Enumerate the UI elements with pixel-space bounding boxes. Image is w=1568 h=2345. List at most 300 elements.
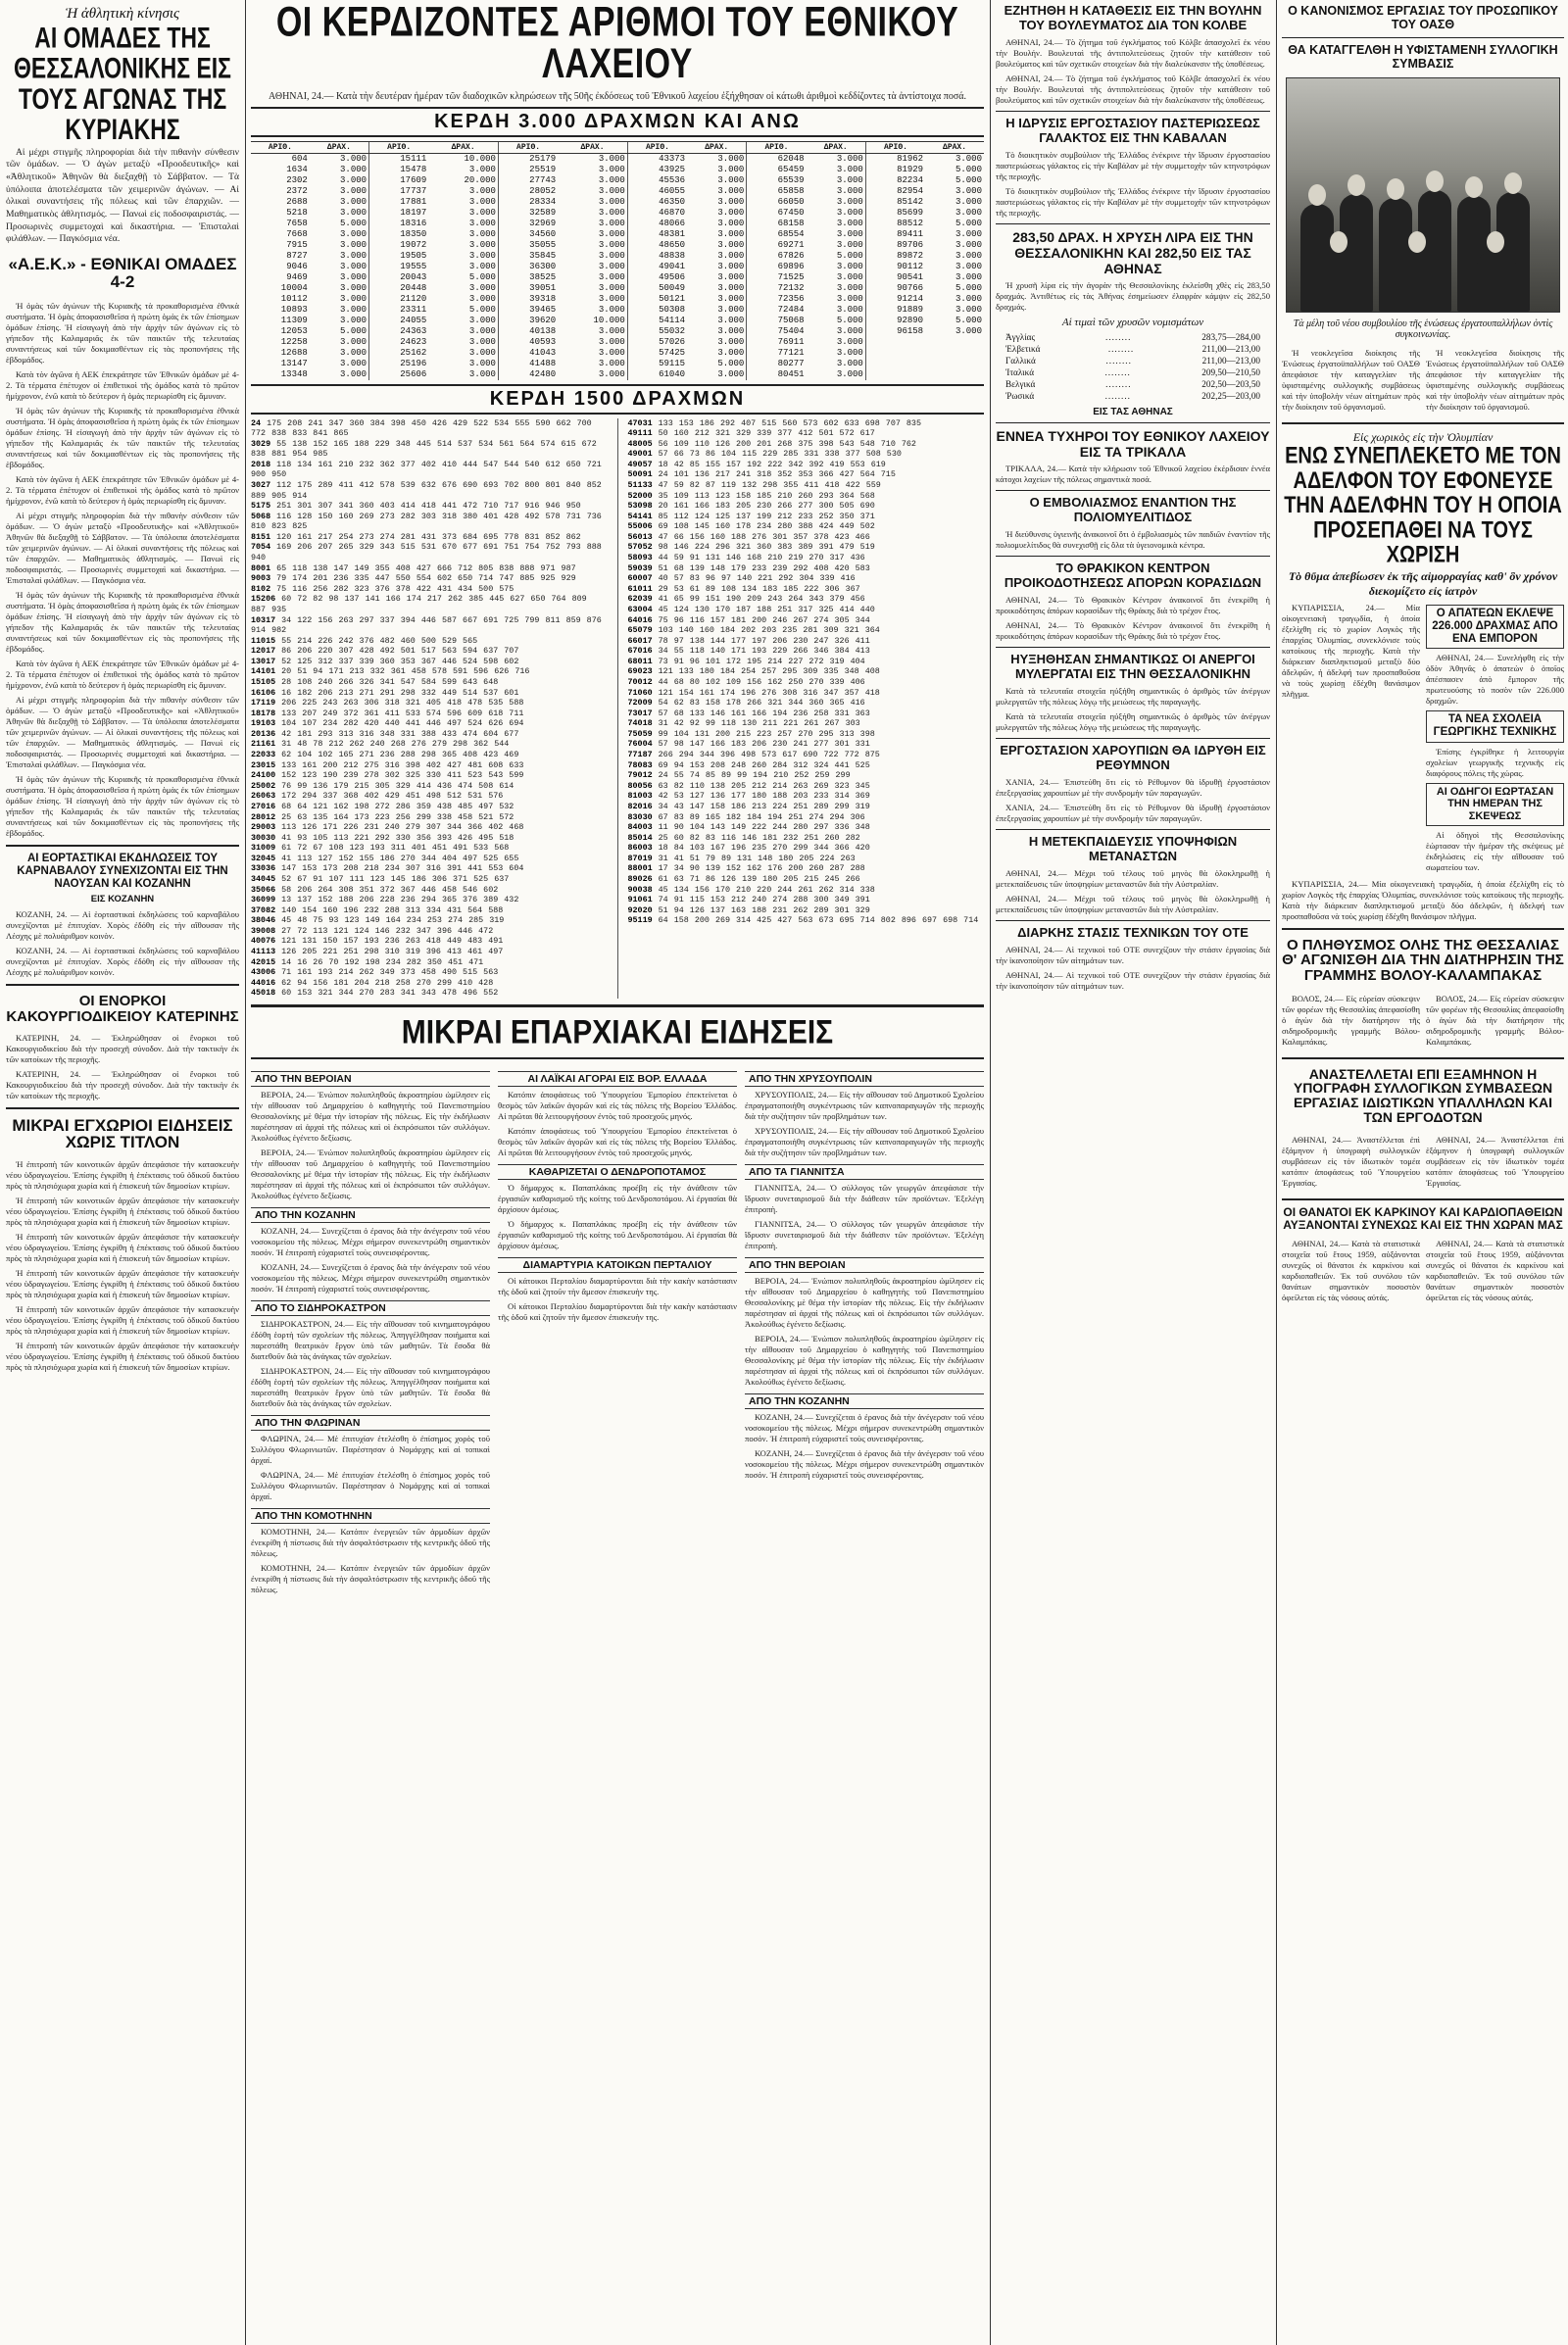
number-line: 40076 121 131 150 157 193 236 263 418 449 483 491	[251, 936, 504, 947]
sports-headline: ΑΙ ΟΜΑΔΕΣ ΤΗΣ ΘΕΣΣΑΛΟΝΙΚΗΣ ΕΙΣ ΤΟΥΣ ΑΓΩΝΑΣ ΤΗΣ ΚΥΡΙΑΚΗΣ	[13, 21, 231, 147]
number-line: 85014 25 60 82 83 116 146 181 232 251 260 282	[627, 832, 860, 843]
milk-factory-headline: Η ΙΔΡΥΣΙΣ ΕΡΓΟΣΤΑΣΙΟΥ ΠΑΣΤΕΡΙΩΣΕΩΣ ΓΑΛΑΚΤΟΣ ΕΙΣ ΤΗΝ ΚΑΒΑΛΑΝ	[1005, 115, 1260, 145]
table-cell: 3.000	[340, 175, 368, 186]
aek-text-7: Κατὰ τὸν ἀγῶνα ἡ ΑΕΚ ἐπεκράτησε τῶν Ἐθνικῶν ὁμάδων μὲ 4-2. Τὰ τέρματα ἐπέτυχον οἱ ἐπιθετικοὶ τῆς ὁμάδος κατὰ τὸ πρῶτον ἡμίχρονον, ἐνῶ κατὰ τὸ δεύτερον ἡ ὁμὰς περιωρίσθη εἰς ἄμυναν.	[6, 658, 239, 690]
table-cell: 3.000	[598, 293, 625, 304]
table-cell: 11309	[280, 315, 308, 325]
table-cell: 9046	[286, 261, 308, 271]
thessaly-headline: Ο ΠΛΗΘΥΣΜΟΣ ΟΛΗΣ ΤΗΣ ΘΕΣΣΑΛΙΑΣ Θ' ΑΓΩΝΙΣΘΗ ΔΙΑ ΤΗΝ ΔΙΑΤΗΡΗΣΙΝ ΤΗΣ ΓΡΑΜΜΗΣ ΒΟΛΟΥ-ΚΑΛΑΜΠΑΚΑΣ	[1282, 936, 1564, 985]
section-text: ΚΟΜΟΤΗΝΗ, 24.— Κατόπιν ἐνεργειῶν τῶν ἁρμοδίων ἀρχῶν ἐνεκρίθη ἡ πίστωσις διὰ τὴν ἀσφαλτόστρωσιν τῆς κεντρικῆς ὁδοῦ τῆς πόλεως.	[251, 1527, 490, 1559]
table-cell: 57425	[627, 348, 687, 359]
number-line: 5175 251 301 307 341 360 403 414 418 441 472 710 717 916 946 950	[251, 501, 581, 512]
aek-text-9: Ἡ ὁμὰς τῶν ἀγώνων τῆς Κυριακῆς τὰ προκαθορισμένα ἐθνικὰ συστήματα. Ἡ ὁμὰς ἀποφασισθεῖσα ἡ πρώτη ὁμὰς ἐκ τῶν ἐπίσημων ὁμάδων ἐπίσης. Ἡ εἰσαγωγὴ ἀπὸ τὴν ἀρχὴν τῶν ἀγώνων εἰς τὸ γήπεδον τῆς Καλαμαριᾶς ἐκ τῶν παικτῶν τῆς τελευταίας συναντήσεως καὶ τῶν δοκιμασθέντων εἰς τὰς προπονήσεις τῆς ἑβδομάδος.	[6, 773, 239, 838]
table-cell: 57026	[627, 337, 687, 348]
jurors-headline: ΟΙ ΕΝΟΡΚΟΙ ΚΑΚΟΥΡΓΙΟΔΙΚΕΙΟΥ ΚΑΤΕΡΙΝΗΣ	[6, 993, 239, 1025]
table-cell: 3.000	[955, 239, 982, 250]
table-cell: 15478	[369, 165, 429, 175]
polio-headline: Ο ΕΜΒΟΛΙΑΣΜΟΣ ΕΝΑΝΤΙΟΝ ΤΗΣ ΠΟΛΙΟΜΥΕΛΙΤΙΔΟΣ	[1029, 495, 1237, 525]
aek-text-3: Ἡ ὁμὰς τῶν ἀγώνων τῆς Κυριακῆς τὰ προκαθορισμένα ἐθνικὰ συστήματα. Ἡ ὁμὰς ἀποφασισθεῖσα ἡ πρώτη ὁμὰς ἐκ τῶν ἐπίσημων ὁμάδων ἐπίσης. Ἡ εἰσαγωγὴ ἀπὸ τὴν ἀρχὴν τῶν ἀγώνων εἰς τὸ γήπεδον τῆς Καλαμαριᾶς ἐκ τῶν παικτῶν τῆς τελευταίας συναντήσεως καὶ τῶν δοκιμασθέντων εἰς τὰς προπονήσεις τῆς ἑβδομάδος.	[6, 405, 239, 469]
table-cell: 19505	[369, 251, 429, 262]
coin-name: Γαλλικά	[1005, 355, 1036, 366]
table-cell: 3.000	[717, 154, 745, 165]
table-cell: 3.000	[468, 165, 496, 175]
column-labour	[1282, 0, 1564, 2345]
local-news-headline: ΜΙΚΡΑΙ ΕΓΧΩΡΙΟΙ ΕΙΔΗΣΕΙΣ ΧΩΡΙΣ ΤΙΤΛΟΝ	[12, 1115, 233, 1152]
table-cell: 3.000	[340, 186, 368, 197]
table-cell: 3.000	[836, 368, 863, 379]
table-cell: 20043	[369, 272, 429, 283]
table-cell: 17737	[369, 186, 429, 197]
section-text: ΒΕΡΟΙΑ, 24.— Ἐνώπιον πολυπληθοῦς ἀκροατηρίου ὡμίλησεν εἰς τὴν αἴθουσαν τοῦ Δημαρχείου ὁ καθηγητὴς τοῦ Πανεπιστημίου Θεσσαλονίκης μὲ θέμα τὴν ἱστορίαν τῆς πόλεως. Εἰς τὴν ἐκδήλωσιν παρέστησαν αἱ ἀρχαὶ τῆς πόλεως καὶ οἱ ἐκπρόσωποι τῶν συλλόγων. Ἀκολούθως ἐγένετο δεξίωσις.	[745, 1334, 984, 1388]
table-row	[251, 197, 984, 208]
coin-name: Ἀγγλίας	[1005, 332, 1036, 343]
table-cell: 3.000	[340, 228, 368, 239]
table-cell: 85142	[865, 197, 925, 208]
table-cell: 82234	[865, 175, 925, 186]
contracts-text: ΑΘΗΝΑΙ, 24.— Ἀναστέλλεται ἐπὶ ἑξάμηνον ἡ ὑπογραφὴ συλλογικῶν συμβάσεων εἰς τὸν ἰδιωτικὸν τομέα κατόπιν ἀποφάσεως τοῦ Ὑπουργείου Ἐργασίας.	[1282, 1134, 1420, 1188]
number-line: 39008 27 72 113 121 124 146 232 347 396 446 472	[251, 925, 494, 936]
box-protest-text-2: Οἱ κάτοικοι Περταλίου διαμαρτύρονται διὰ τὴν κακὴν κατάστασιν τῆς ὁδοῦ καὶ ζητοῦν τὴν ἄμεσον ἐπισκευὴν της.	[498, 1301, 737, 1323]
table-header: ΔΡΑΧ.	[807, 142, 866, 154]
table-cell: 3.000	[955, 208, 982, 219]
number-line: 79012 24 55 74 85 89 99 194 210 252 259 299	[627, 770, 851, 781]
number-line: 18178 133 207 249 372 361 411 533 574 596 609 618 711	[251, 708, 524, 718]
local-news-text-4: Ἡ ἐπιτροπὴ τῶν κοινοτικῶν ἀρχῶν ἀπεφάσισε τὴν κατασκευὴν νέου ὑδραγωγείου. Ἐπίσης ἐγκρίθη ἡ ἐπέκτασις τοῦ ὁδικοῦ δικτύου πρὸς τὰ πλησιόχωρα χωρία καὶ ἡ ἐπισκευὴ τῶν δημοσίων κτιρίων.	[6, 1268, 239, 1300]
local-news-text-3: Ἡ ἐπιτροπὴ τῶν κοινοτικῶν ἀρχῶν ἀπεφάσισε τὴν κατασκευὴν νέου ὑδραγωγείου. Ἐπίσης ἐγκρίθη ἡ ἐπέκτασις τοῦ ὁδικοῦ δικτύου πρὸς τὰ πλησιόχωρα χωρία καὶ ἡ ἐπισκευὴ τῶν δημοσίων κτιρίων.	[6, 1232, 239, 1264]
table-cell: 77121	[747, 348, 807, 359]
number-line: 64016 75 96 116 157 181 200 246 267 274 305 344	[627, 614, 870, 625]
box-protest-text: Οἱ κάτοικοι Περταλίου διαμαρτύρονται διὰ τὴν κακὴν κατάστασιν τῆς ὁδοῦ καὶ ζητοῦν τὴν ἄμεσον ἐπισκευὴν της.	[498, 1276, 737, 1297]
table-cell: 12258	[280, 336, 308, 347]
number-line: 9003 79 174 201 236 335 447 550 554 602 650 714 747 885 925 929	[251, 573, 576, 584]
number-line: 82016 34 43 147 158 186 213 224 251 289 299 319	[627, 801, 870, 811]
number-line: 15206 60 72 82 98 137 141 166 174 217 262 385 445 627 650 764 809 887 935	[251, 594, 587, 614]
number-line: 56013 47 66 156 160 188 276 301 357 378 423 466	[627, 531, 870, 542]
table-cell: 3.000	[955, 271, 982, 282]
table-cell: 62048	[747, 154, 807, 165]
table-cell: 61040	[627, 369, 687, 380]
section-text: ΚΟΖΑΝΗ, 24.— Συνεχίζεται ὁ ἐρανος διὰ τὴν ἀνέγερσιν τοῦ νέου νοσοκομείου τῆς πόλεως. Μέχρι σήμερον συνεκεντρώθη σημαντικὸν ποσόν. Ἡ ἐπιτροπὴ εὐχαριστεῖ τοὺς συνεισφέροντας.	[251, 1262, 490, 1295]
section-text: ΣΙΔΗΡΟΚΑΣΤΡΟΝ, 24.— Εἰς τὴν αἴθουσαν τοῦ κινηματογράφου ἐδόθη ἑορτὴ τῶν σχολείων τῆς πόλεως. Ἀπηγγέλθησαν ποιήματα καὶ παρεστάθη θεατρικὸν ἔργον ὑπὸ τῶν μαθητῶν. Τὰ ἔσοδα θὰ διατεθοῦν διὰ τὰς ἀνάγκας τῶν σχολείων.	[251, 1366, 490, 1409]
thrace-center-text: ΑΘΗΝΑΙ, 24.— Τὸ Θρακικὸν Κέντρον ἀνακοινοῖ ὅτι ἐνεκρίθη ἡ προικοδότησις ἀπόρων κορασίδων τῆς Θράκης διὰ τὸ τρέχον ἔτος.	[996, 595, 1270, 616]
section-title: ΑΠΟ ΤΗΝ ΒΕΡΟΙΑΝ	[745, 1257, 984, 1273]
table-header: ΔΡΑΧ.	[925, 142, 984, 154]
table-row	[251, 348, 984, 359]
table-cell: 3.000	[598, 197, 625, 208]
table-cell	[865, 359, 925, 369]
cancer-headline: ΟΙ ΘΑΝΑΤΟΙ ΕΚ ΚΑΡΚΙΝΟΥ ΚΑΙ ΚΑΡΔΙΟΠΑΘΕΙΩΝ ΑΥΞΑΝΟΝΤΑΙ ΣΥΝΕΧΩΣ ΚΑΙ ΕΙΣ ΤΗΝ ΧΩΡΑΝ ΜΑΣ	[1283, 1204, 1563, 1233]
table-cell: 3.000	[836, 165, 863, 175]
number-line: 54141 85 112 124 125 137 199 212 233 252 350 371	[627, 511, 875, 521]
table-cell: 69896	[747, 262, 807, 272]
table-header: ΑΡΙΘ.	[251, 142, 310, 154]
table-cell: 3.000	[598, 336, 625, 347]
table-cell: 85699	[865, 208, 925, 219]
table-header: ΔΡΑΧ.	[558, 142, 627, 154]
coin-price: 211,00—213,00	[1201, 343, 1260, 354]
number-line: 77187 266 294 344 396 498 573 617 690 722 772 875	[627, 750, 880, 760]
number-line: 2018 118 134 161 210 232 362 377 402 410 444 547 544 540 612 650 721 900 950	[251, 459, 602, 480]
table-cell: 3.000	[836, 261, 863, 271]
contracts-headline: ΑΝΑΣΤΕΛΛΕΤΑΙ ΕΠΙ ΕΞΑΜΗΝΟΝ Η ΥΠΟΓΡΑΦΗ ΣΥΛΛΟΓΙΚΩΝ ΣΥΜΒΑΣΕΩΝ ΕΡΓΑΣΙΑΣ ΙΔΙΩΤΙΚΩΝ ΥΠΑΛΛΗΛΩΝ ΚΑΙ ΤΩΝ ΕΡΓΟΔΟΤΩΝ	[1293, 1065, 1553, 1125]
table-cell: 3.000	[340, 271, 368, 282]
section-text: ΒΕΡΟΙΑ, 24.— Ἐνώπιον πολυπληθοῦς ἀκροατηρίου ὡμίλησεν εἰς τὴν αἴθουσαν τοῦ Δημαρχείου ὁ καθηγητὴς τοῦ Πανεπιστημίου Θεσσαλονίκης μὲ θέμα τὴν ἱστορίαν τῆς πόλεως. Εἰς τὴν ἐκδήλωσιν παρέστησαν αἱ ἀρχαὶ τῆς πόλεως καὶ οἱ ἐκπρόσωποι τῶν συλλόγων. Ἀκολούθως ἐγένετο δεξίωσις.	[251, 1148, 490, 1201]
local-news-text-6: Ἡ ἐπιτροπὴ τῶν κοινοτικῶν ἀρχῶν ἀπεφάσισε τὴν κατασκευὴν νέου ὑδραγωγείου. Ἐπίσης ἐγκρίθη ἡ ἐπέκτασις τοῦ ὁδικοῦ δικτύου πρὸς τὰ πλησιόχωρα χωρία καὶ ἡ ἐπισκευὴ τῶν δημοσίων κτιρίων.	[6, 1341, 239, 1373]
leader-dots: ........	[1105, 378, 1132, 389]
thessaly-text: ΒΟΛΟΣ, 24.— Εἰς εὐρείαν σύσκεψιν τῶν φορέων τῆς Θεσσαλίας ἀπεφασίσθη ὁ ἀγὼν διὰ τὴν διατήρησιν τῆς σιδηροδρομικῆς γραμμῆς Βόλου-Καλαμπάκας.	[1282, 993, 1420, 1047]
table-cell	[925, 337, 984, 348]
local-news-text-5: Ἡ ἐπιτροπὴ τῶν κοινοτικῶν ἀρχῶν ἀπεφάσισε τὴν κατασκευὴν νέου ὑδραγωγείου. Ἐπίσης ἐγκρίθη ἡ ἐπέκτασις τοῦ ὁδικοῦ δικτύου πρὸς τὰ πλησιόχωρα χωρία καὶ ἡ ἐπισκευὴ τῶν δημοσίων κτιρίων.	[6, 1304, 239, 1337]
fratricide-subtitle: Τὸ θῦμα ἀπεβίωσεν ἐκ τῆς αἱμορραγίας καθ' ὃν χρόνον διεκομίζετο εἰς ἰατρὸν	[1288, 568, 1558, 598]
table-cell: 80451	[747, 369, 807, 380]
table-cell: 3.000	[598, 250, 625, 261]
price-row	[1005, 332, 1260, 344]
oasth-text: Ἡ νεοκλεγεῖσα διοίκησις τῆς Ἑνώσεως ἐργατοϋπαλλήλων τοῦ ΟΑΣΘ ἀπεφάσισε τὴν καταγγελίαν τῆς ὑφισταμένης συλλογικῆς συμβάσεως καὶ τὴν ὑποβολὴν νέων αἰτημάτων πρὸς τὴν διοίκησιν τοῦ ὀργανισμοῦ.	[1282, 347, 1420, 412]
number-line: 44016 62 94 156 181 204 218 258 270 299 410 428	[251, 977, 494, 988]
table-cell	[865, 369, 925, 380]
table-row	[251, 326, 984, 337]
table-cell: 43373	[627, 154, 687, 165]
table-cell: 68554	[747, 229, 807, 240]
number-line: 10317 34 122 156 263 297 337 394 446 587 667 691 725 799 811 859 876 914 982	[251, 614, 602, 636]
table-cell: 20.000	[464, 175, 496, 186]
number-line: 78083 69 94 153 208 248 260 284 312 324 441 525	[627, 759, 870, 770]
table-row	[251, 272, 984, 283]
section-text: ΚΟΖΑΝΗ, 24.— Συνεχίζεται ὁ ἐρανος διὰ τὴν ἀνέγερσιν τοῦ νέου νοσοκομείου τῆς πόλεως. Μέχρι σήμερον συνεκεντρώθη σημαντικὸν ποσόν. Ἡ ἐπιτροπὴ εὐχαριστεῖ τοὺς συνεισφέροντας.	[745, 1412, 984, 1444]
number-line: 55006 69 108 145 160 178 234 280 388 424 449 502	[627, 521, 875, 532]
aek-text-8: Αἱ μέχρι στιγμῆς πληροφορίαι διὰ τὴν πιθανὴν σύνθεσιν τῶν ὁμάδων. — Ὁ ἀγὼν μεταξὺ «Προοδευτικῆς» καὶ «Ἀθλητικοῦ» Ἀθηνῶν θὰ διεξαχθῇ τὸ Σάββατον. — Τὰ ὑπόλοιπα ἀποτελέσματα τῶν χειμερινῶν ἀγώνων. — Αἱ ὁλικαὶ συναντήσεις τῆς πόλεως καὶ τῶν ἐπαρχιῶν. — Μαθηματικὸς ἀθλητισμός. — Πανωὶ εἰς ποδοσφαιριστάς. — Προσωρινὲς συμμετοχαὶ καὶ δικαστήρια. — Ἐπισταλαὶ φιλάθλων. — Παγκόσμια νέα.	[6, 694, 239, 769]
table-cell: 3.000	[598, 271, 625, 282]
table-cell: 1634	[286, 165, 308, 175]
table-cell: 5.000	[955, 219, 982, 228]
section-text: ΦΛΩΡΙΝΑ, 24.— Μὲ ἐπιτυχίαν ἐτελέσθη ὁ ἐπίσημος χορὸς τοῦ Συλλόγου Φλωρινιωτῶν. Παρέστησαν ὁ Νομάρχης καὶ αἱ τοπικαὶ ἀρχαί.	[251, 1470, 490, 1502]
local-news-text-2: Ἡ ἐπιτροπὴ τῶν κοινοτικῶν ἀρχῶν ἀπεφάσισε τὴν κατασκευὴν νέου ὑδραγωγείου. Ἐπίσης ἐγκρίθη ἡ ἐπέκτασις τοῦ ὁδικοῦ δικτύου πρὸς τὰ πλησιόχωρα χωρία καὶ ἡ ἐπισκευὴ τῶν δημοσίων κτιρίων.	[6, 1196, 239, 1228]
coin-price: 202,25—203,00	[1201, 390, 1260, 401]
oasth-subheadline: ΘΑ ΚΑΤΑΓΓΕΛΘΗ Η ΥΦΙΣΤΑΜΕΝΗ ΣΥΛΛΟΓΙΚΗ ΣΥΜΒΑΣΙΣ	[1288, 42, 1558, 72]
trikala-text: ΤΡΙΚΑΛΑ, 24.— Κατὰ τὴν κλήρωσιν τοῦ Ἐθνικοῦ λαχείου ἐκέρδισαν ἐννέα κάτοχοι λαχείων τῆς πόλεως σημαντικὰ ποσά.	[996, 464, 1270, 485]
aek-text-4: Κατὰ τὸν ἀγῶνα ἡ ΑΕΚ ἐπεκράτησε τῶν Ἐθνικῶν ὁμάδων μὲ 4-2. Τὰ τέρματα ἐπέτυχον οἱ ἐπιθετικοὶ τῆς ὁμάδος κατὰ τὸ πρῶτον ἡμίχρονον, ἐνῶ κατὰ τὸ δεύτερον ἡ ὁμὰς περιωρίσθη εἰς ἄμυναν.	[6, 473, 239, 506]
kolbe-headline: ΕΖΗΤΗΘΗ Η ΚΑΤΑΘΕΣΙΣ ΕΙΣ ΤΗΝ ΒΟΥΛΗΝ ΤΟΥ ΒΟΥΛΕΥΜΑΤΟΣ ΔΙΑ ΤΟΝ ΚΟΛΒΕ	[1004, 3, 1262, 32]
table-cell: 3.000	[340, 336, 368, 347]
section-title: ΑΠΟ ΤΑ ΓΙΑΝΝΙΤΣΑ	[745, 1164, 984, 1180]
number-line: 61011 29 53 61 89 108 134 183 185 222 306 367	[627, 583, 860, 594]
number-line: 28012 25 63 135 164 173 223 256 299 338 458 521 572	[251, 811, 514, 822]
number-line: 42015 14 16 26 70 192 198 234 282 350 451 471	[251, 956, 484, 967]
table-cell: 67450	[747, 208, 807, 219]
table-cell: 90541	[865, 272, 925, 283]
oasth-text-2: Ἡ νεοκλεγεῖσα διοίκησις τῆς Ἑνώσεως ἐργατοϋπαλλήλων τοῦ ΟΑΣΘ ἀπεφάσισε τὴν καταγγελίαν τῆς ὑφισταμένης συλλογικῆς συμβάσεως καὶ τὴν ὑποβολὴν νέων αἰτημάτων πρὸς τὴν διοίκησιν τοῦ ὀργανισμοῦ.	[1426, 347, 1564, 412]
leader-dots: ........	[1104, 366, 1131, 377]
table-cell: 40138	[498, 326, 558, 337]
table-cell: 3.000	[468, 261, 496, 271]
olympia-kicker: Εἰς χωρικὸς εἰς τὴν Ὀλυμπίαν	[1352, 429, 1494, 444]
section-text: ΓΙΑΝΝΙΤΣΑ, 24.— Ὁ σύλλογος τῶν γεωργῶν ἀπεφάσισε τὴν ἵδρυσιν συνεταιρισμοῦ διὰ τὴν διάθεσιν τῶν προϊόντων. Ἐξελέγη ἐπιτροπὴ.	[745, 1219, 984, 1251]
leader-dots: ........	[1105, 355, 1132, 366]
table-cell: 3.000	[340, 293, 368, 304]
leader-dots: ........	[1105, 332, 1132, 343]
table-cell: 3.000	[717, 239, 745, 250]
number-line: 88001 17 34 90 139 152 162 176 200 260 287 288	[627, 863, 865, 874]
column-lottery	[251, 0, 984, 2345]
table-cell: 3.000	[955, 304, 982, 315]
table-cell	[865, 348, 925, 359]
coin-name: Ῥωσικά	[1005, 390, 1035, 401]
fratricide-text-2: ΚΥΠΑΡΙΣΣΙΑ, 24.— Μία οἰκογενειακὴ τραγῳδία, ἡ ὁποία ἐξελίχθη εἰς τὸ χωρίον Λογκὸς τῆς ἐπαρχίας Ὀλυμπίας, συνεκλόνισε τοὺς κατοίκους τῆς περιοχῆς. Κατὰ τὴν διάρκειαν διαπληκτισμοῦ μεταξὺ δύο ἀδελφῶν, ἡ ἀδελφή των προσπαθοῦσα νὰ τοὺς χωρίσῃ ἐδέχθη θανάσιμον πλῆγμα.	[1282, 878, 1564, 921]
number-line: 14101 20 51 94 171 213 332 361 458 578 591 596 626 716	[251, 666, 530, 677]
prize-band-3000: ΚΕΡΔΗ 3.000 ΔΡΑΧΜΩΝ ΚΑΙ ΑΝΩ	[251, 107, 984, 137]
table-cell: 3.000	[836, 293, 863, 304]
table-cell: 92890	[865, 316, 925, 326]
table-cell: 2372	[286, 186, 308, 197]
table-cell: 3.000	[717, 165, 745, 175]
table-cell: 39620	[498, 316, 558, 326]
table-cell: 3.000	[468, 228, 496, 239]
table-cell: 9469	[286, 271, 308, 282]
number-line: 71060 121 154 161 174 196 276 308 316 347 357 418	[627, 687, 880, 698]
table-cell: 15111	[369, 154, 429, 165]
table-cell: 17609	[369, 175, 429, 186]
number-line: 32045 41 113 127 152 155 186 270 344 404 497 525 655	[251, 853, 519, 863]
table-row	[251, 305, 984, 316]
table-cell: 3.000	[717, 208, 745, 219]
number-line: 5068 116 128 150 160 269 273 282 303 318 380 401 428 492 578 731 736 810 823 825	[251, 511, 602, 532]
table-row	[251, 186, 984, 197]
table-cell: 3.000	[468, 368, 496, 379]
section-title: ΑΠΟ ΤΗΝ ΚΟΜΟΤΗΝΗΝ	[251, 1508, 490, 1524]
table-cell: 48381	[627, 229, 687, 240]
table-cell: 89706	[865, 240, 925, 251]
table-cell: 3.000	[836, 347, 863, 358]
box-markets-title: ΑΙ ΛΑΪΚΑΙ ΑΓΟΡΑΙ ΕΙΣ ΒΟΡ. ΕΛΛΑΔΑ	[498, 1071, 737, 1087]
lottery-lead: ΑΘΗΝΑΙ, 24.— Κατὰ τὴν δευτέραν ἡμέραν τῶν διαδοχικῶν κληρώσεων τῆς 50ῆς ἐκδόσεως τοῦ Ἐθνικοῦ λαχείου ἐξήχθησαν οἱ κάτωθι ἀριθμοὶ κεδδίζοντες τὰ ἀντίστοιχα ποσά.	[269, 91, 966, 102]
prize-band-1500: ΚΕΡΔΗ 1500 ΔΡΑΧΜΩΝ	[251, 384, 984, 415]
thrace-center-text-2: ΑΘΗΝΑΙ, 24.— Τὸ Θρακικὸν Κέντρον ἀνακοινοῖ ὅτι ἐνεκρίθη ἡ προικοδότησις ἀπόρων κορασίδων τῆς Θράκης διὰ τὸ τρέχον ἔτος.	[996, 620, 1270, 642]
coin-price: 209,50—210,50	[1201, 366, 1260, 377]
table-cell: 43925	[627, 165, 687, 175]
number-line: 35066 58 206 264 308 351 372 367 446 458 546 602	[251, 884, 499, 895]
table-cell: 32589	[498, 208, 558, 219]
table-cell: 3.000	[717, 325, 745, 336]
table-cell: 3.000	[340, 239, 368, 250]
number-line: 89026 61 63 71 86 126 139 180 205 215 245 266	[627, 873, 860, 884]
number-line: 20136 42 181 293 313 316 348 331 388 433 474 604 677	[251, 728, 519, 739]
table-cell: 49041	[627, 262, 687, 272]
table-row	[251, 283, 984, 294]
lottery-title: ΟΙ ΚΕΡΔΙΖΟΝΤΕΣ ΑΡΙΘΜΟΙ ΤΟΥ ΕΘΝΙΚΟΥ ΛΑΧΕΙΟΥ	[275, 0, 959, 87]
table-cell: 3.000	[717, 304, 745, 315]
number-line: 69023 121 133 180 184 254 257 295 309 335 348 408	[627, 666, 880, 677]
number-line: 33036 147 153 173 208 218 234 307 316 391 441 553 604	[251, 863, 524, 874]
table-cell: 3.000	[717, 271, 745, 282]
number-line: 81003 42 53 127 136 177 180 188 203 233 314 369	[627, 791, 870, 802]
table-cell: 89872	[865, 251, 925, 262]
table-cell: 13348	[280, 368, 308, 379]
kolbe-text-2: ΑΘΗΝΑΙ, 24.— Τὸ ζήτημα τοῦ ἐγκλήματος τοῦ Κόλβε ἀπασχολεῖ ἐκ νέου τὴν Βουλήν. Βουλευταὶ τῆς ἀντιπολιτεύσεως ζητοῦν τὴν κατάθεσιν τοῦ βουλεύματος καὶ τῶν σχετικῶν στοιχείων διὰ τὴν διαλεύκανσιν τῆς ὑποθέσεως.	[996, 73, 1270, 105]
table-cell: 3.000	[340, 154, 368, 165]
table-cell	[925, 348, 984, 359]
table-cell: 23311	[369, 305, 429, 316]
table-cell: 91889	[865, 305, 925, 316]
photo-caption: Τὰ μέλη τοῦ νέου συμβουλίου τῆς ἑνώσεως ἐργατουπαλλήλων ὀντὶς συγκοινωνίας.	[1293, 318, 1553, 340]
table-row	[251, 369, 984, 380]
table-cell: 5.000	[955, 165, 982, 175]
table-cell: 50308	[627, 305, 687, 316]
aek-headline: «Α.Ε.Κ.» - ΕΘΝΙΚΑΙ ΟΜΑΔΕΣ 4-2	[8, 254, 237, 291]
box-markets-text-2: Κατόπιν ἀποφάσεως τοῦ Ὑπουργείου Ἐμπορίου ἐπεκτείνεται ὁ θεσμὸς τῶν λαϊκῶν ἀγορῶν καὶ εἰς τὰς πόλεις τῆς Βορείου Ἑλλάδος. Αἱ πρῶται θὰ λειτουργήσουν ἐντὸς τοῦ προσεχοῦς μηνός.	[498, 1126, 737, 1158]
number-line: 26063 172 294 337 368 402 429 451 498 512 531 576	[251, 791, 504, 802]
thessaly-text-2: ΒΟΛΟΣ, 24.— Εἰς εὐρείαν σύσκεψιν τῶν φορέων τῆς Θεσσαλίας ἀπεφασίσθη ὁ ἀγὼν διὰ τὴν διατήρησιν τῆς σιδηροδρομικῆς γραμμῆς Βόλου-Καλαμπάκας.	[1426, 993, 1564, 1047]
table-cell: 3.000	[340, 261, 368, 271]
table-cell: 82954	[865, 186, 925, 197]
table-cell: 20448	[369, 283, 429, 294]
table-cell: 3.000	[340, 282, 368, 293]
number-line: 52000 35 109 113 123 158 185 210 260 293 364 568	[627, 490, 875, 501]
table-cell: 2302	[286, 175, 308, 186]
number-line: 17119 206 225 243 263 306 318 321 405 418 478 535 588	[251, 698, 524, 708]
gold-pound-text: Ἡ χρυσῆ λίρα εἰς τὴν ἀγορὰν τῆς Θεσσαλονίκης ἐκλείσθη χθὲς εἰς 283,50 δραχμάς. Ἀντιθέτως εἰς τὰς Ἀθήνας ἐσημείωσεν ἐλαφρὰν κάμψιν εἰς 282,50 δραχμάς.	[996, 280, 1270, 313]
table-cell: 65858	[747, 186, 807, 197]
table-cell: 24623	[369, 337, 429, 348]
numbers-left	[251, 418, 608, 999]
table-row	[251, 251, 984, 262]
table-cell: 3.000	[598, 368, 625, 379]
kolbe-text: ΑΘΗΝΑΙ, 24.— Τὸ ζήτημα τοῦ ἐγκλήματος τοῦ Κόλβε ἀπασχολεῖ ἐκ νέου τὴν Βουλήν. Βουλευταὶ τῆς ἀντιπολιτεύσεως ζητοῦν τὴν κατάθεσιν τοῦ βουλεύματος καὶ τῶν σχετικῶν στοιχείων διὰ τὴν διαλεύκανσιν τῆς ὑποθέσεως.	[996, 36, 1270, 69]
number-line: 87019 31 41 51 79 89 131 148 180 205 224 263	[627, 853, 856, 863]
table-cell: 3.000	[468, 347, 496, 358]
table-cell: 3.000	[340, 347, 368, 358]
fratricide-text: ΚΥΠΑΡΙΣΣΙΑ, 24.— Μία οἰκογενειακὴ τραγῳδία, ἡ ὁποία ἐξελίχθη εἰς τὸ χωρίον Λογκὸς τῆς ἐπαρχίας Ὀλυμπίας, συνεκλόνισε τοὺς κατοίκους τῆς περιοχῆς. Κατὰ τὴν διάρκειαν διαπληκτισμοῦ μεταξὺ δύο ἀδελφῶν, ἡ ἀδελφή των προσπαθοῦσα νὰ τοὺς χωρίσῃ ἐδέχθη θανάσιμον πλῆγμα.	[1282, 602, 1420, 699]
table-cell: 3.000	[468, 239, 496, 250]
table-cell: 2688	[286, 197, 308, 208]
provincial-column-b	[498, 1065, 737, 1599]
table-cell: 5.000	[340, 219, 368, 228]
carnival-place: ΕΙΣ ΚΟΖΑΝΗΝ	[90, 894, 155, 905]
table-cell: 7658	[286, 219, 308, 228]
table-cell: 25606	[369, 369, 429, 380]
number-line: 80056 63 82 110 138 205 212 214 263 269 323 345	[627, 780, 870, 791]
thrace-center-headline: ΤΟ ΘΡΑΚΙΚΟΝ ΚΕΝΤΡΟΝ ΠΡΟΙΚΟΔΟΤΗΣΕΩΣ ΑΠΟΡΩΝ ΚΟΡΑΣΙΔΩΝ	[1004, 561, 1262, 591]
table-cell: 13147	[280, 358, 308, 368]
emigrants-text: ΑΘΗΝΑΙ, 24.— Μέχρι τοῦ τέλους τοῦ μηνὸς θὰ ὁλοκληρωθῇ ἡ μετεκπαίδευσις τῶν ὑποψηφίων μεταναστῶν διὰ τὴν Αὐστραλίαν.	[996, 867, 1270, 889]
table-cell: 3.000	[717, 175, 745, 186]
numbers-right	[628, 418, 985, 999]
aek-text: Ἡ ὁμὰς τῶν ἀγώνων τῆς Κυριακῆς τὰ προκαθορισμένα ἐθνικὰ συστήματα. Ἡ ὁμὰς ἀποφασισθεῖσα ἡ πρώτη ὁμὰς ἐκ τῶν ἐπίσημων ὁμάδων ἐπίσης. Ἡ εἰσαγωγὴ ἀπὸ τὴν ἀρχὴν τῶν ἀγώνων εἰς τὸ γήπεδον τῆς Καλαμαριᾶς ἐκ τῶν παικτῶν τῆς τελευταίας συναντήσεως καὶ τῶν δοκιμασθέντων εἰς τὰς προπονήσεις τῆς ἑβδομάδος.	[6, 300, 239, 365]
cancer-text: ΑΘΗΝΑΙ, 24.— Κατὰ τὰ στατιστικὰ στοιχεῖα τοῦ ἔτους 1959, αὐξάνονται συνεχῶς οἱ θάνατοι ἐκ καρκίνου καὶ καρδιοπαθειῶν. Ἐκ τοῦ συνόλου τῶν θανάτων σημαντικὸν ποσοστὸν ὀφείλεται εἰς τὰς νόσους αὐτάς.	[1282, 1239, 1420, 1303]
table-cell: 3.000	[468, 293, 496, 304]
table-cell: 50121	[627, 294, 687, 305]
number-line: 84003 11 90 104 143 149 222 244 280 297 336 348	[627, 822, 870, 833]
number-line: 27016 68 64 121 162 198 272 286 359 438 485 497 532	[251, 801, 514, 811]
table-cell: 3.000	[468, 358, 496, 368]
table-cell: 25196	[369, 359, 429, 369]
table-cell: 80277	[747, 359, 807, 369]
jurors-text: ΚΑΤΕΡΙΝΗ, 24. — Ἐκληρώθησαν οἱ ἔνορκοι τοῦ Κακουργιοδικείου διὰ τὴν προσεχῆ σύνοδον. Διὰ τὴν τακτικὴν ἐκ τῶν κατοίκων τῆς περιοχῆς.	[6, 1032, 239, 1064]
table-cell: 28052	[498, 186, 558, 197]
table-cell: 75068	[747, 316, 807, 326]
section-title: ΑΠΟ ΤΗΝ ΒΕΡΟΙΑΝ	[251, 1071, 490, 1087]
number-line: 8102 75 116 256 282 323 376 378 422 431 434 500 575	[251, 583, 514, 594]
table-cell: 10893	[280, 304, 308, 315]
provincial-column-c	[745, 1065, 984, 1599]
box-river-text-2: Ὁ δήμαρχος κ. Παπαπλάκας προέβη εἰς τὴν ἀνάθεσιν τῶν ἐργασιῶν καθαρισμοῦ τῆς κοίτης τοῦ Δενδροποτάμου. Αἱ ἐργασίαι θὰ ἀρχίσουν ἀμέσως.	[498, 1219, 737, 1251]
section-title: ΑΠΟ ΤΗΝ ΧΡΥΣΟΥΠΟΛΙΝ	[745, 1071, 984, 1087]
number-line: 45018 60 153 321 344 270 283 341 343 478 496 552	[251, 988, 499, 999]
table-cell: 3.000	[468, 197, 496, 208]
table-cell: 36300	[498, 262, 558, 272]
table-cell: 3.000	[836, 325, 863, 336]
table-row	[251, 294, 984, 305]
table-row	[251, 219, 984, 229]
table-header: ΔΡΑΧ.	[687, 142, 747, 154]
table-cell: 3.000	[836, 208, 863, 219]
table-cell: 5.000	[468, 304, 496, 315]
table-cell: 3.000	[836, 239, 863, 250]
number-line: 25002 76 99 136 179 215 305 329 414 436 474 508 614	[251, 780, 514, 791]
table-cell: 5.000	[955, 315, 982, 325]
table-cell: 18197	[369, 208, 429, 219]
table-row	[251, 359, 984, 369]
table-cell: 8727	[286, 250, 308, 261]
sports-kicker: Ἡ ἀθλητικὴ κίνησις	[65, 6, 180, 22]
number-line: 24 175 208 241 347 360 384 398 450 426 429 522 534 555 590 662 700 772 838 833 841 865	[251, 417, 592, 439]
table-cell: 89411	[865, 229, 925, 240]
table-header: ΔΡΑΧ.	[428, 142, 498, 154]
number-line: 3029 55 138 152 165 188 229 348 445 514 537 534 561 564 574 615 672 838 881 954 985	[251, 438, 597, 460]
table-cell: 81962	[865, 154, 925, 165]
table-cell: 46870	[627, 208, 687, 219]
table-cell: 604	[291, 154, 308, 165]
table-cell: 3.000	[340, 368, 368, 379]
gold-pound-headline: 283,50 ΔΡΑΧ. Η ΧΡΥΣΗ ΛΙΡΑ ΕΙΣ ΤΗΝ ΘΕΣΣΑΛΟΝΙΚΗΝ ΚΑΙ 282,50 ΕΙΣ ΤΑΣ ΑΘΗΝΑΣ	[1012, 228, 1253, 276]
table-cell: 7668	[286, 228, 308, 239]
table-cell: 3.000	[598, 358, 625, 368]
table-cell: 72132	[747, 283, 807, 294]
coin-price: 211,00—213,00	[1201, 355, 1260, 366]
table-cell: 3.000	[836, 175, 863, 186]
carob-text-2: ΧΑΝΙΑ, 24.— Ἐπιστεύθη ὅτι εἰς τὸ Ρέθυμνον θὰ ἱδρυθῇ ἐργοστάσιον ἐπεξεργασίας χαρουπίων μὲ τὴν συνδρομὴν τῶν παραγωγῶν.	[996, 802, 1270, 823]
millworkers-headline: ΗΥΞΗΘΗΣΑΝ ΣΗΜΑΝΤΙΚΩΣ ΟΙ ΑΝΕΡΓΟΙ ΜΥΛΕΡΓΑΤΑΙ ΕΙΣ ΤΗΝ ΘΕΣΣΑΛΟΝΙΚΗΝ	[1010, 652, 1255, 682]
table-cell: 3.000	[955, 261, 982, 271]
table-cell: 3.000	[717, 336, 745, 347]
guides-headline: ΑΙ ΟΔΗΓΟΙ ΕΩΡΤΑΣΑΝ ΤΗΝ ΗΜΕΡΑΝ ΤΗΣ ΣΚΕΨΕΩΣ	[1426, 783, 1564, 826]
table-cell: 28334	[498, 197, 558, 208]
table-cell: 3.000	[836, 358, 863, 368]
table-cell: 96158	[865, 326, 925, 337]
number-line: 19103 104 107 234 282 420 440 441 446 497 524 626 694	[251, 718, 524, 729]
table-cell: 41488	[498, 359, 558, 369]
table-cell: 19072	[369, 240, 429, 251]
milk-factory-text-2: Τὸ διοικητικὸν συμβούλιον τῆς Ἑλλάδος ἐνέκρινε τὴν ἵδρυσιν ἐργοστασίου παστεριώσεως γάλακτος εἰς τὴν Καβάλαν μὲ τὴν συμμετοχὴν τῶν κτηνοτρόφων τῆς περιοχῆς.	[996, 185, 1270, 218]
price-row	[1005, 379, 1260, 391]
table-cell: 42480	[498, 369, 558, 380]
box-markets-text: Κατόπιν ἀποφάσεως τοῦ Ὑπουργείου Ἐμπορίου ἐπεκτείνεται ὁ θεσμὸς τῶν λαϊκῶν ἀγορῶν καὶ εἰς τὰς πόλεις τῆς Βορείου Ἑλλάδος. Αἱ πρῶται θὰ λειτουργήσουν ἐντὸς τοῦ προσεχοῦς μηνός.	[498, 1090, 737, 1122]
table-cell: 3.000	[717, 347, 745, 358]
table-cell	[925, 359, 984, 369]
number-line: 8001 65 118 138 147 149 355 408 427 666 712 805 838 888 971 987	[251, 562, 576, 573]
table-cell: 5218	[286, 208, 308, 219]
gold-price-list	[1005, 332, 1260, 403]
coin-name: Ἑλβετικά	[1005, 343, 1041, 354]
table-cell: 3.000	[717, 368, 745, 379]
table-cell: 48838	[627, 251, 687, 262]
table-cell: 39318	[498, 294, 558, 305]
table-cell: 5.000	[955, 175, 982, 186]
box-river-title: ΚΑΘΑΡΙΖΕΤΑΙ Ο ΔΕΝΔΡΟΠΟΤΑΜΟΣ	[498, 1164, 737, 1180]
table-cell: 25179	[498, 154, 558, 165]
number-line: 30030 41 93 105 113 221 292 330 356 393 426 495 518	[251, 832, 514, 843]
section-text: ΚΟΜΟΤΗΝΗ, 24.— Κατόπιν ἐνεργειῶν τῶν ἁρμοδίων ἀρχῶν ἐνεκρίθη ἡ πίστωσις διὰ τὴν ἀσφαλτόστρωσιν τῆς κεντρικῆς ὁδοῦ τῆς πόλεως.	[251, 1563, 490, 1595]
table-row	[251, 337, 984, 348]
